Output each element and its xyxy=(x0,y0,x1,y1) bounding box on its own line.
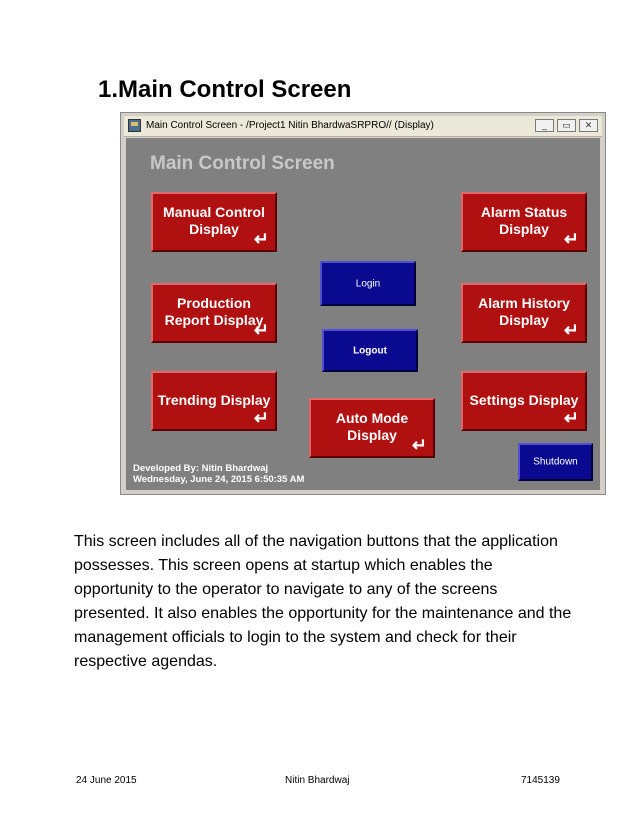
developer-info xyxy=(133,463,304,485)
shutdown-button[interactable] xyxy=(518,443,593,481)
page-heading: 1.Main Control Screen xyxy=(98,76,352,103)
alarm-status-display-button[interactable] xyxy=(461,192,587,252)
footer-author: Nitin Bhardwaj xyxy=(285,775,350,786)
auto-mode-display-button[interactable] xyxy=(309,398,435,458)
button-label: Settings Display xyxy=(469,392,579,408)
button-label: Auto Mode Display xyxy=(335,410,409,443)
screenshot-window xyxy=(120,112,606,495)
window-titlebar xyxy=(124,116,602,137)
timestamp-text: Wednesday, June 24, 2015 6:50:35 AM xyxy=(133,474,305,485)
enter-icon: ↵ xyxy=(253,408,269,428)
button-label: Production Report Display xyxy=(164,295,264,328)
login-button[interactable] xyxy=(320,261,416,306)
window-title: Main Control Screen - /Project1 Nitin BhardwaSRPRO// (Display) xyxy=(146,120,434,131)
restore-button[interactable]: ▭ xyxy=(557,119,576,132)
description-paragraph: This screen includes all of the navigation buttons that the application possesses. This screen opens at startup which enables the opportunity to the operator to navigate to any of the screens presented. It also enables the opportunity for the maintenance and the management officials to login to the system and check for their respective agendas. xyxy=(74,533,572,670)
button-label: Alarm Status Display xyxy=(480,204,568,237)
button-label: Manual Control Display xyxy=(163,204,265,237)
trending-display-button[interactable] xyxy=(151,371,277,431)
manual-control-display-button[interactable] xyxy=(151,192,277,252)
enter-icon: ↵ xyxy=(253,229,269,249)
minimize-button[interactable]: _ xyxy=(535,119,554,132)
production-report-display-button[interactable] xyxy=(151,283,277,343)
button-label: Login xyxy=(355,278,381,289)
enter-icon: ↵ xyxy=(563,229,579,249)
button-label: Logout xyxy=(353,345,387,356)
screen-title: Main Control Screen xyxy=(150,153,335,174)
close-button[interactable]: ✕ xyxy=(579,119,598,132)
hmi-canvas xyxy=(126,138,600,490)
button-label: Shutdown xyxy=(533,456,578,468)
enter-icon: ↵ xyxy=(411,435,427,455)
app-icon xyxy=(128,119,141,132)
footer-id: 7145139 xyxy=(521,775,560,786)
button-label: Trending Display xyxy=(157,392,271,408)
enter-icon: ↵ xyxy=(563,408,579,428)
logout-button[interactable] xyxy=(322,329,418,372)
button-label: Alarm History Display xyxy=(478,295,570,328)
footer-date: 24 June 2015 xyxy=(76,775,137,786)
enter-icon: ↵ xyxy=(563,320,579,340)
settings-display-button[interactable] xyxy=(461,371,587,431)
developed-by-text: Developed By: Nitin Bhardwaj xyxy=(133,463,269,474)
alarm-history-display-button[interactable] xyxy=(461,283,587,343)
enter-icon: ↵ xyxy=(253,320,269,340)
